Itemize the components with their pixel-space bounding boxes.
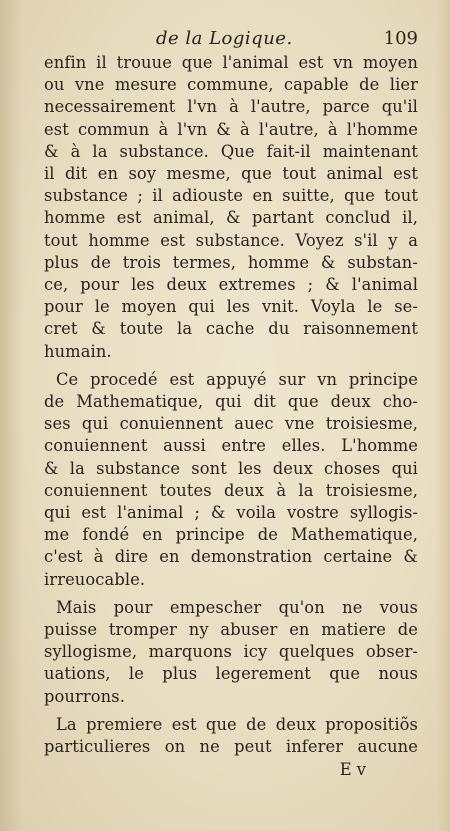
paragraph: [44, 597, 418, 708]
body-text: [44, 52, 418, 758]
text-line: La premiere est que de deux propositiõs: [56, 714, 418, 734]
page-number: 109: [383, 28, 418, 49]
paragraph: [44, 714, 418, 758]
text-line: & à la substance. Que fait-il maintenant: [44, 141, 418, 161]
text-line: est commun à l'vn & à l'autre, à l'homme: [44, 119, 418, 139]
running-head: de la Logique.: [156, 28, 293, 49]
text-line: puisse tromper ny abuser en matiere de: [44, 620, 418, 640]
signature-mark: E v: [339, 760, 366, 780]
text-line: Ce procedé est appuyé sur vn principe: [56, 369, 418, 389]
text-line: ce, pour les deux extremes ; & l'animal: [44, 275, 418, 295]
text-line: enfin il trouue que l'animal est vn moyen: [44, 53, 418, 72]
text-line: substance ; il adiouste en suitte, que tout: [44, 186, 418, 206]
text-line: qui est l'animal ; & voila vostre syllogis-: [44, 503, 418, 523]
paragraph: [44, 369, 418, 591]
text-line: cret & toute la cache du raisonnement: [44, 319, 418, 339]
paragraph: [44, 52, 418, 363]
text-line: plus de trois termes, homme & substan-: [44, 252, 418, 272]
text-line: irreuocable.: [44, 569, 146, 589]
text-line: pour le moyen qui les vnit. Voyla le se-: [44, 297, 418, 317]
text-line: il dit en soy mesme, que tout animal est: [44, 164, 418, 184]
text-line: pourrons.: [44, 686, 125, 706]
text-line: de Mathematique, qui dit que deux cho-: [44, 392, 418, 412]
text-line: Mais pour empescher qu'on ne vous: [56, 597, 418, 617]
text-line: particulieres on ne peut inferer aucune: [44, 737, 418, 757]
text-line: uations, le plus legerement que nous: [44, 664, 418, 684]
page-header: [44, 28, 418, 52]
text-line: syllogisme, marquons icy quelques obser-: [44, 642, 418, 662]
text-line: ou vne mesure commune, capable de lier: [44, 75, 418, 95]
text-line: tout homme est substance. Voyez s'il y a: [44, 230, 418, 250]
text-line: c'est à dire en demonstration certaine &: [44, 547, 418, 567]
text-line: humain.: [44, 341, 112, 361]
text-line: conuiennent toutes deux à la troisiesme,: [44, 480, 418, 500]
text-line: conuiennent aussi entre elles. L'homme: [44, 436, 418, 456]
text-line: necessairement l'vn à l'autre, parce qu'il: [44, 97, 418, 117]
text-line: me fondé en principe de Mathematique,: [44, 525, 418, 545]
text-line: ses qui conuiennent auec vne troisiesme,: [44, 414, 418, 434]
text-line: & la substance sont les deux choses qui: [44, 458, 418, 478]
text-line: homme est animal, & partant conclud il,: [44, 208, 418, 228]
